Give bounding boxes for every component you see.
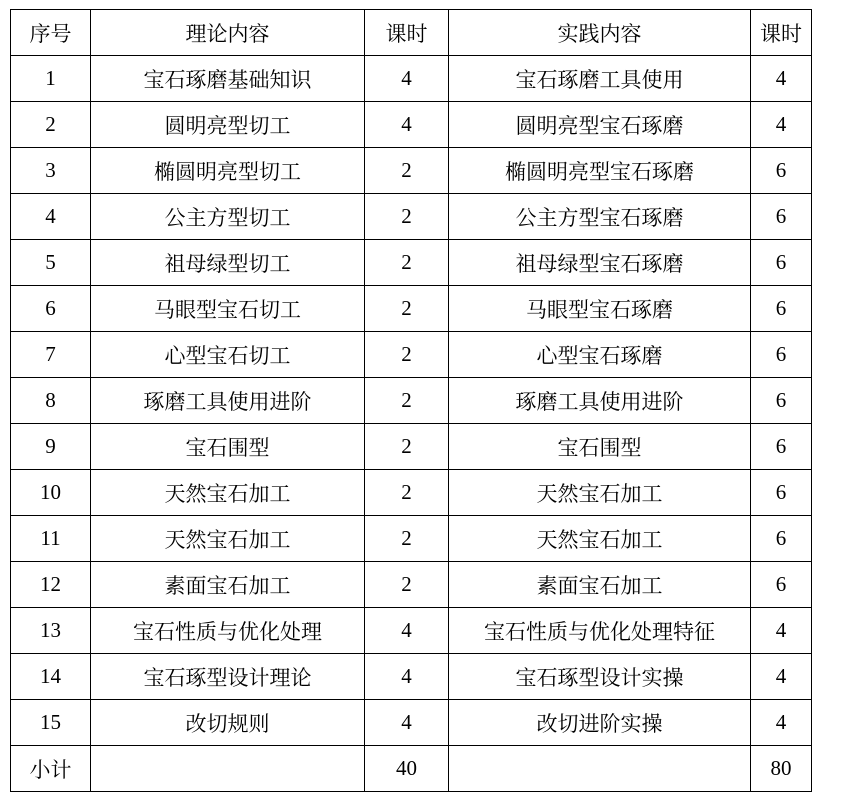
header-row bbox=[11, 10, 812, 56]
theory-content: 马眼型宝石切工 bbox=[91, 286, 365, 332]
table-row bbox=[11, 240, 812, 286]
theory-content: 改切规则 bbox=[91, 700, 365, 746]
practice-hours: 4 bbox=[751, 56, 812, 102]
subtotal-theory-content bbox=[91, 746, 365, 792]
table-row bbox=[11, 470, 812, 516]
theory-hours: 2 bbox=[365, 562, 449, 608]
theory-hours: 2 bbox=[365, 286, 449, 332]
theory-content: 宝石性质与优化处理 bbox=[91, 608, 365, 654]
theory-content: 天然宝石加工 bbox=[91, 470, 365, 516]
theory-hours: 2 bbox=[365, 470, 449, 516]
theory-hours: 2 bbox=[365, 378, 449, 424]
header-practice-content: 实践内容 bbox=[449, 10, 751, 56]
row-number: 6 bbox=[11, 286, 91, 332]
row-number: 1 bbox=[11, 56, 91, 102]
subtotal-practice-content bbox=[449, 746, 751, 792]
theory-content: 圆明亮型切工 bbox=[91, 102, 365, 148]
theory-hours: 4 bbox=[365, 56, 449, 102]
table-row bbox=[11, 424, 812, 470]
table-row bbox=[11, 378, 812, 424]
row-number: 2 bbox=[11, 102, 91, 148]
practice-hours: 6 bbox=[751, 470, 812, 516]
table-row bbox=[11, 102, 812, 148]
table-body bbox=[11, 56, 812, 746]
practice-hours: 4 bbox=[751, 700, 812, 746]
subtotal-label: 小计 bbox=[11, 746, 91, 792]
theory-content: 素面宝石加工 bbox=[91, 562, 365, 608]
row-number: 13 bbox=[11, 608, 91, 654]
practice-hours: 6 bbox=[751, 516, 812, 562]
table-row bbox=[11, 56, 812, 102]
theory-hours: 2 bbox=[365, 516, 449, 562]
theory-content: 宝石琢型设计理论 bbox=[91, 654, 365, 700]
row-number: 10 bbox=[11, 470, 91, 516]
header-practice-hours: 课时 bbox=[751, 10, 812, 56]
table-row bbox=[11, 608, 812, 654]
table-row bbox=[11, 194, 812, 240]
theory-hours: 4 bbox=[365, 608, 449, 654]
header-theory-hours: 课时 bbox=[365, 10, 449, 56]
practice-hours: 6 bbox=[751, 378, 812, 424]
table-row bbox=[11, 700, 812, 746]
header-theory-content: 理论内容 bbox=[91, 10, 365, 56]
practice-content: 琢磨工具使用进阶 bbox=[449, 378, 751, 424]
theory-content: 祖母绿型切工 bbox=[91, 240, 365, 286]
theory-content: 公主方型切工 bbox=[91, 194, 365, 240]
practice-content: 心型宝石琢磨 bbox=[449, 332, 751, 378]
table-row bbox=[11, 332, 812, 378]
practice-hours: 6 bbox=[751, 286, 812, 332]
theory-hours: 4 bbox=[365, 654, 449, 700]
row-number: 9 bbox=[11, 424, 91, 470]
row-number: 11 bbox=[11, 516, 91, 562]
practice-content: 素面宝石加工 bbox=[449, 562, 751, 608]
row-number: 8 bbox=[11, 378, 91, 424]
practice-content: 宝石围型 bbox=[449, 424, 751, 470]
course-hours-table bbox=[10, 9, 812, 792]
row-number: 12 bbox=[11, 562, 91, 608]
subtotal-theory-hours: 40 bbox=[365, 746, 449, 792]
practice-content: 改切进阶实操 bbox=[449, 700, 751, 746]
row-number: 15 bbox=[11, 700, 91, 746]
theory-hours: 2 bbox=[365, 424, 449, 470]
theory-content: 琢磨工具使用进阶 bbox=[91, 378, 365, 424]
theory-hours: 4 bbox=[365, 700, 449, 746]
practice-hours: 4 bbox=[751, 608, 812, 654]
row-number: 4 bbox=[11, 194, 91, 240]
subtotal-row bbox=[11, 746, 812, 792]
practice-content: 公主方型宝石琢磨 bbox=[449, 194, 751, 240]
practice-content: 祖母绿型宝石琢磨 bbox=[449, 240, 751, 286]
row-number: 14 bbox=[11, 654, 91, 700]
practice-content: 天然宝石加工 bbox=[449, 516, 751, 562]
practice-content: 宝石性质与优化处理特征 bbox=[449, 608, 751, 654]
table-row bbox=[11, 148, 812, 194]
theory-hours: 2 bbox=[365, 148, 449, 194]
header-serial-number: 序号 bbox=[11, 10, 91, 56]
theory-hours: 2 bbox=[365, 194, 449, 240]
theory-hours: 2 bbox=[365, 240, 449, 286]
table-row bbox=[11, 562, 812, 608]
practice-hours: 6 bbox=[751, 148, 812, 194]
table-row bbox=[11, 516, 812, 562]
subtotal-practice-hours: 80 bbox=[751, 746, 812, 792]
table-row bbox=[11, 654, 812, 700]
row-number: 3 bbox=[11, 148, 91, 194]
practice-hours: 4 bbox=[751, 654, 812, 700]
practice-hours: 4 bbox=[751, 102, 812, 148]
practice-content: 马眼型宝石琢磨 bbox=[449, 286, 751, 332]
practice-content: 宝石琢磨工具使用 bbox=[449, 56, 751, 102]
practice-hours: 6 bbox=[751, 562, 812, 608]
practice-content: 圆明亮型宝石琢磨 bbox=[449, 102, 751, 148]
practice-hours: 6 bbox=[751, 194, 812, 240]
theory-content: 宝石琢磨基础知识 bbox=[91, 56, 365, 102]
theory-content: 心型宝石切工 bbox=[91, 332, 365, 378]
theory-hours: 2 bbox=[365, 332, 449, 378]
practice-hours: 6 bbox=[751, 332, 812, 378]
theory-content: 椭圆明亮型切工 bbox=[91, 148, 365, 194]
row-number: 7 bbox=[11, 332, 91, 378]
practice-hours: 6 bbox=[751, 424, 812, 470]
row-number: 5 bbox=[11, 240, 91, 286]
practice-hours: 6 bbox=[751, 240, 812, 286]
practice-content: 椭圆明亮型宝石琢磨 bbox=[449, 148, 751, 194]
table-row bbox=[11, 286, 812, 332]
theory-content: 天然宝石加工 bbox=[91, 516, 365, 562]
practice-content: 宝石琢型设计实操 bbox=[449, 654, 751, 700]
theory-hours: 4 bbox=[365, 102, 449, 148]
theory-content: 宝石围型 bbox=[91, 424, 365, 470]
practice-content: 天然宝石加工 bbox=[449, 470, 751, 516]
